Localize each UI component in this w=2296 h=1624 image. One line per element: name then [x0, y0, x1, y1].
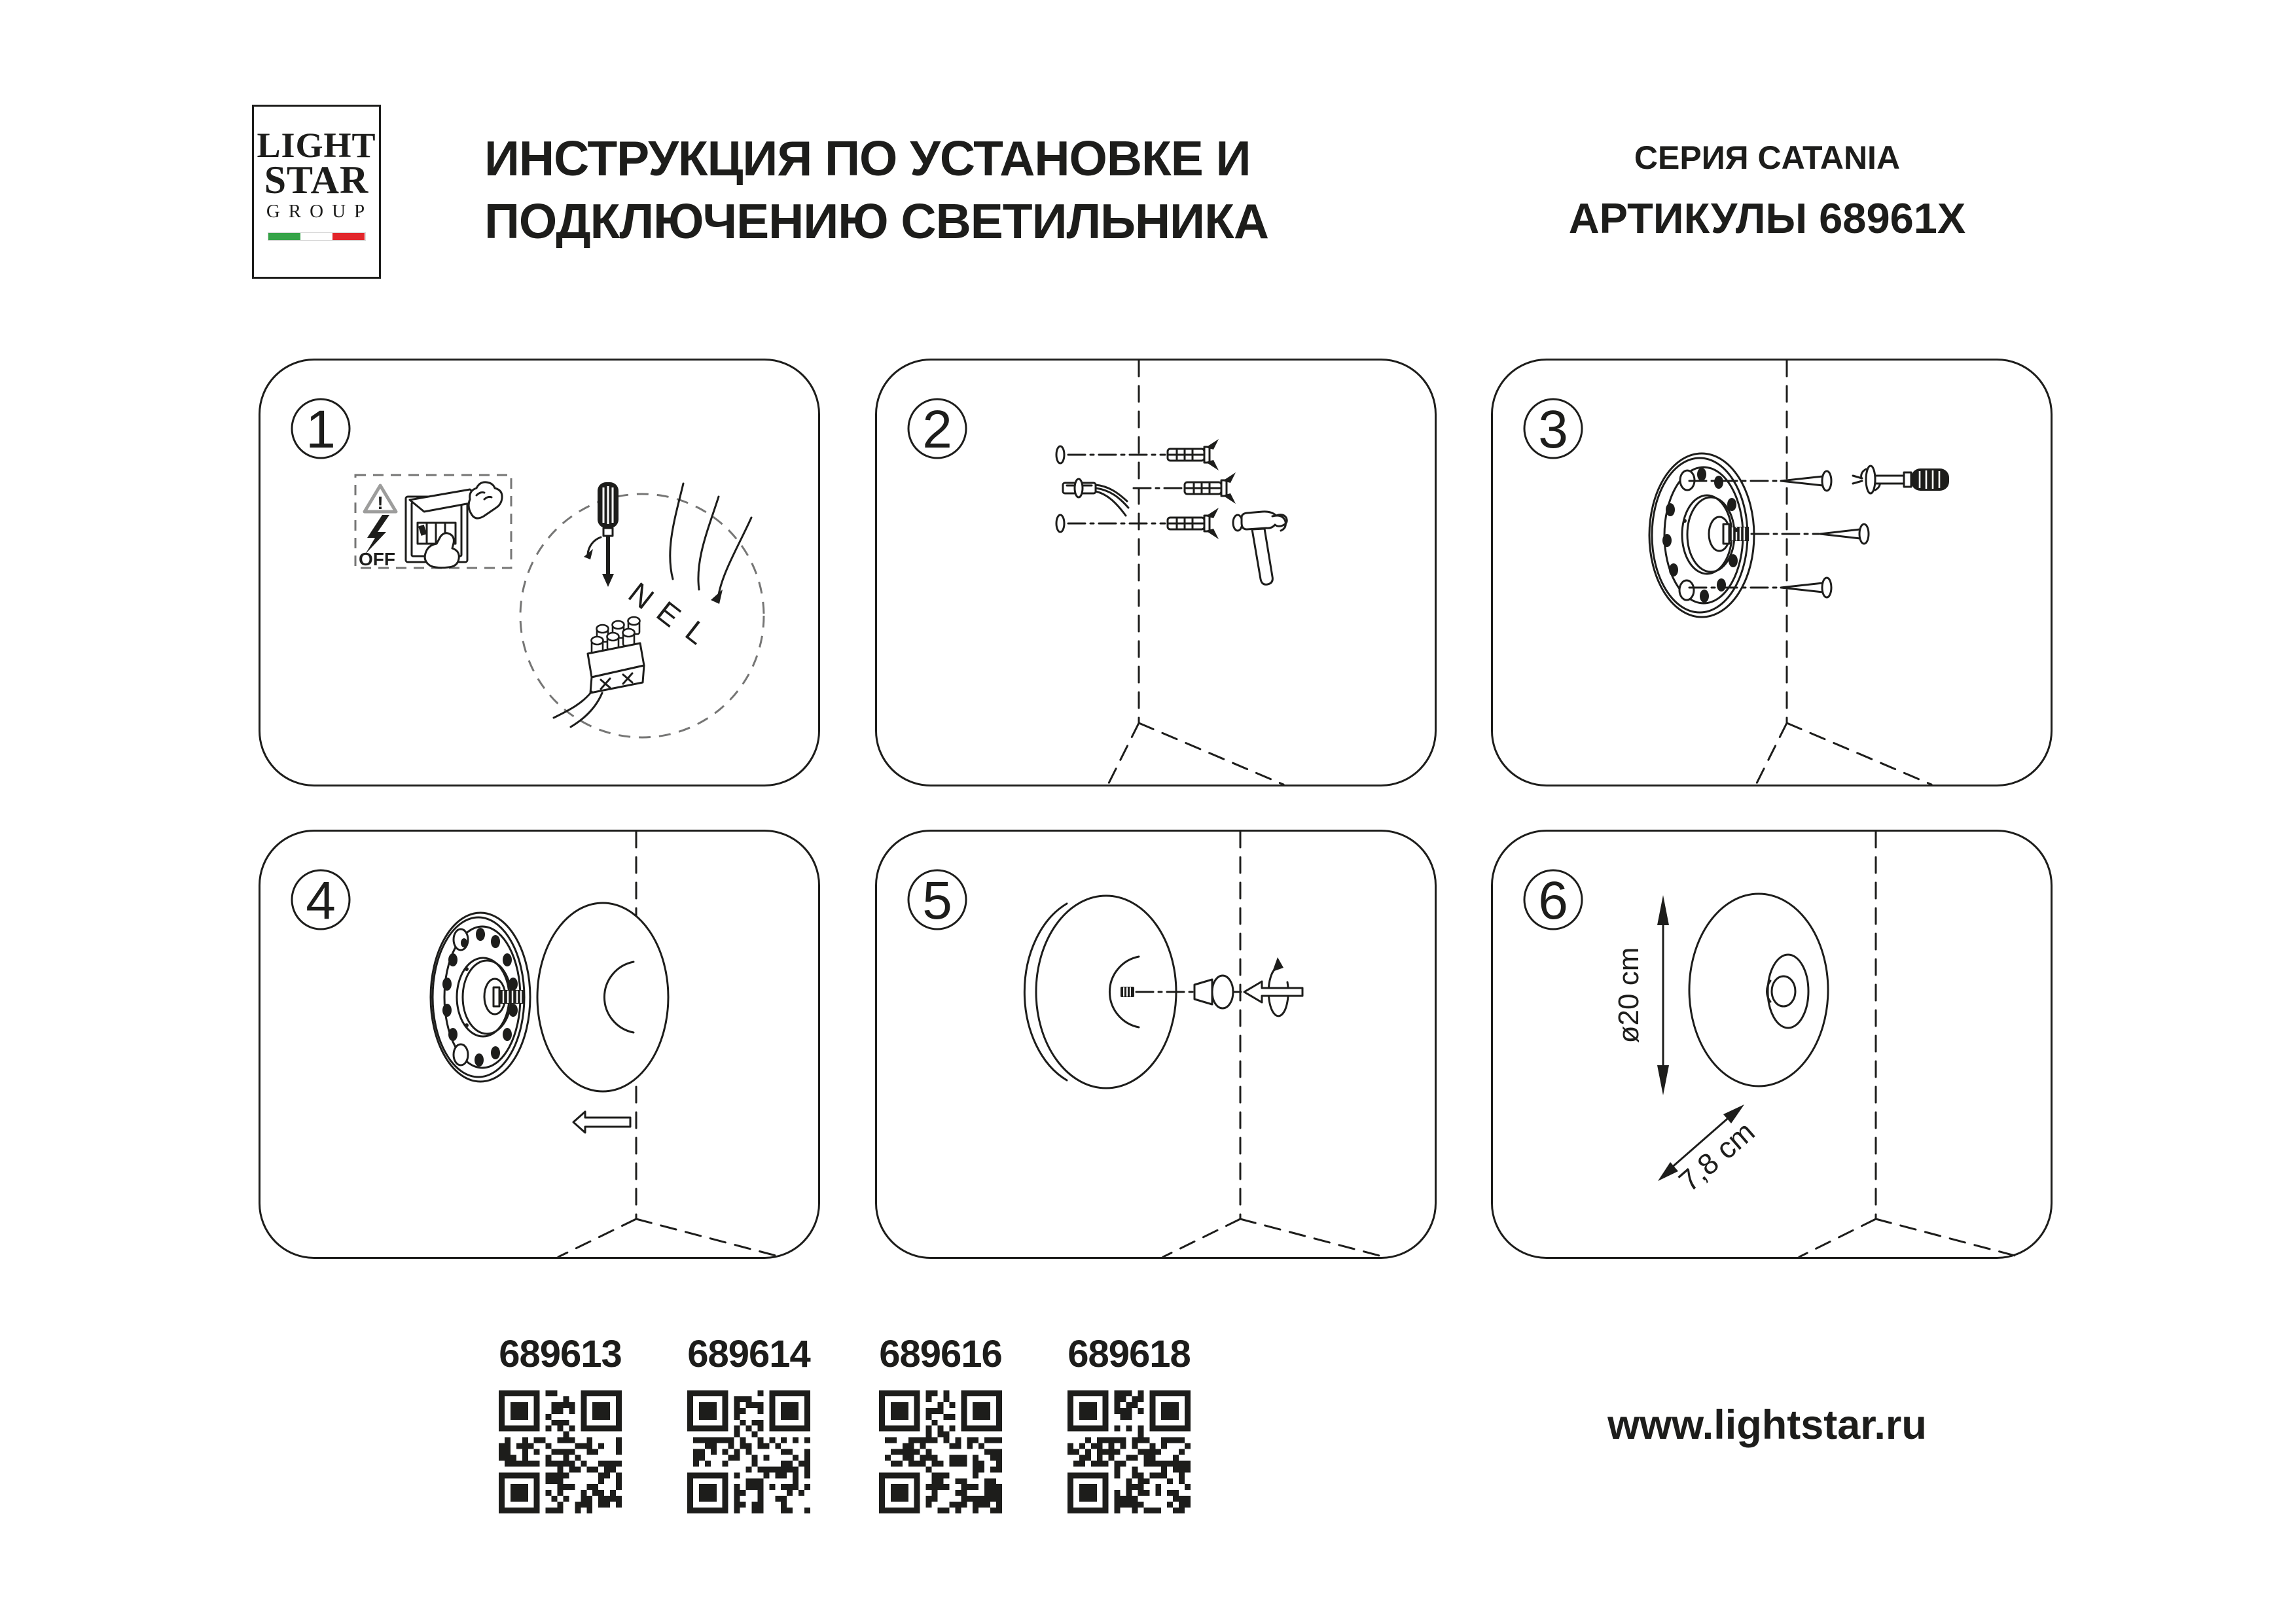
- article-block: [1064, 1332, 1194, 1513]
- terminal-block-illustration: [554, 617, 644, 727]
- page-title: [484, 127, 1268, 253]
- step-2-drawing: [877, 361, 1435, 785]
- wire-label-l: L: [679, 614, 713, 651]
- svg-text:1: 1: [306, 400, 336, 459]
- svg-text:3: 3: [1538, 400, 1568, 459]
- diameter-label: ø20 cm: [1613, 947, 1645, 1044]
- step-5-panel: [875, 830, 1437, 1259]
- wall-corner-guide: [1108, 361, 1283, 785]
- qr-code: [879, 1390, 1002, 1513]
- wall-corner-guide: [1799, 832, 2020, 1257]
- arrow-down-icon: [711, 590, 723, 604]
- push-left-arrow-icon: [573, 1112, 630, 1133]
- lamp-front-illustration: [1689, 894, 1828, 1086]
- depth-label: 7,8 cm: [1672, 1114, 1761, 1198]
- off-label: OFF: [359, 549, 395, 569]
- lightning-bolt-icon: [365, 515, 389, 554]
- article-block: [683, 1332, 814, 1513]
- step-number-badge: [908, 399, 966, 459]
- step-6-drawing: [1493, 832, 2051, 1257]
- lightstar-logo: [252, 105, 381, 279]
- screwdriver-icon: [584, 482, 619, 587]
- rotate-arrow-icon: [1268, 957, 1288, 1016]
- wall-anchor-icon: [1168, 439, 1219, 470]
- wire-label-e: E: [650, 594, 687, 634]
- title-line-1: ИНСТРУКЦИЯ ПО УСТАНОВКЕ И: [484, 131, 1251, 186]
- logo-word-star: STAR: [264, 158, 369, 202]
- mounting-plate-illustration: [1649, 453, 1754, 617]
- article-number: 689614: [687, 1333, 810, 1375]
- push-left-arrow-icon: [1244, 981, 1302, 1002]
- article-block: [875, 1332, 1006, 1513]
- qr-code: [499, 1390, 622, 1513]
- diameter-dimension: [1613, 895, 1669, 1095]
- wall-anchor-icon: [1185, 472, 1236, 504]
- svg-text:4: 4: [306, 871, 336, 930]
- step-number-badge: [1524, 870, 1582, 930]
- step-2-panel: [875, 359, 1437, 786]
- article-number: 689618: [1067, 1333, 1191, 1375]
- step-3-drawing: [1493, 361, 2051, 785]
- series-label: СЕРИЯ CATANIA: [1634, 139, 1901, 176]
- article-number: 689613: [499, 1333, 622, 1375]
- svg-text:6: 6: [1538, 871, 1568, 930]
- step-number-badge: [292, 399, 350, 459]
- svg-text:2: 2: [922, 400, 952, 459]
- step-number-badge: [292, 870, 350, 930]
- logo-word-light: LIGHT: [257, 126, 376, 165]
- wall-corner-guide: [1163, 832, 1384, 1257]
- screw-icon: [1056, 515, 1064, 532]
- svg-text:5: 5: [922, 871, 952, 930]
- step-5-drawing: [877, 832, 1435, 1257]
- depth-dimension: [1658, 1104, 1761, 1198]
- step-4-drawing: [260, 832, 818, 1257]
- detail-circle-outline: [520, 494, 764, 737]
- italian-flag-icon: [268, 232, 366, 241]
- warning-triangle-icon: [365, 485, 396, 513]
- wall-corner-guide: [1756, 361, 1931, 785]
- qr-code: [1067, 1390, 1191, 1513]
- screw-with-bracket-icon: [1063, 479, 1128, 516]
- article-number: 689616: [879, 1333, 1002, 1375]
- step-6-panel: [1491, 830, 2053, 1259]
- wire-label-n: N: [622, 575, 660, 616]
- hand-icon: [469, 482, 502, 518]
- screw-icon: [1056, 446, 1064, 463]
- wall-anchor-icon: [1168, 508, 1219, 539]
- hammer-icon: [1233, 512, 1287, 584]
- step-3-panel: [1491, 359, 2053, 786]
- svg-text:!: !: [377, 493, 384, 513]
- breaker-panel-illustration: [406, 482, 502, 568]
- title-line-2: ПОДКЛЮЧЕНИЮ СВЕТИЛЬНИКА: [484, 194, 1269, 249]
- screwdriver-icon: [1853, 466, 1949, 493]
- cap-nut-icon: [1194, 976, 1233, 1008]
- mounting-plate-illustration: [431, 913, 530, 1082]
- logo-word-group: GROUP: [266, 201, 374, 222]
- step-number-badge: [908, 870, 966, 930]
- diffuser-dome-illustration: [537, 903, 668, 1091]
- website-url: www.lightstar.ru: [1607, 1402, 1927, 1448]
- step-4-panel: [259, 830, 820, 1259]
- qr-code: [687, 1390, 810, 1513]
- step-1-panel: [259, 359, 820, 786]
- step-1-drawing: [260, 361, 818, 785]
- step-number-badge: [1524, 399, 1582, 459]
- articles-label: АРТИКУЛЫ 68961X: [1568, 194, 1966, 242]
- article-block: [495, 1332, 626, 1513]
